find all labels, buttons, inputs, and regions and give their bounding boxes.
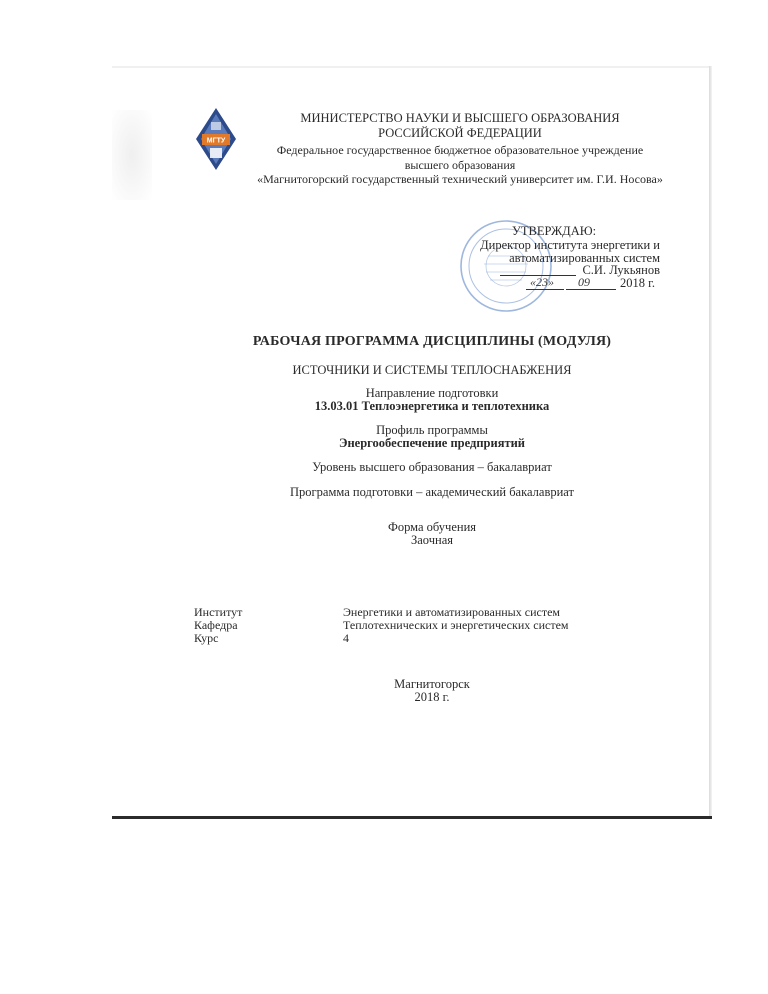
study-form-label: Форма обучения xyxy=(387,520,477,534)
approval-date-month: 09 xyxy=(578,275,590,289)
approval-date-day: «23» xyxy=(530,275,554,289)
date-month-line xyxy=(566,289,616,290)
footer-city: Магнитогорск xyxy=(394,677,470,691)
ministry-line-1: МИНИСТЕРСТВО НАУКИ И ВЫСШЕГО ОБРАЗОВАНИЯ xyxy=(300,111,620,125)
bottom-rule xyxy=(112,816,712,819)
document-title: РАБОЧАЯ ПРОГРАММА ДИСЦИПЛИНЫ (МОДУЛЯ) xyxy=(252,334,612,349)
approval-date-year: 2018 г. xyxy=(620,276,655,290)
approval-name: С.И. Лукьянов xyxy=(582,263,660,277)
study-form-value: Заочная xyxy=(410,533,453,547)
direction-value: 13.03.01 Теплоэнергетика и теплотехника xyxy=(314,399,550,413)
approval-position-2: автоматизированных систем xyxy=(509,251,660,265)
ministry-line-2: РОССИЙСКОЙ ФЕДЕРАЦИИ xyxy=(378,126,542,140)
date-day-line xyxy=(526,289,564,290)
approval-position-1: Директор института энергетики и xyxy=(480,238,660,252)
footer-year: 2018 г. xyxy=(414,690,450,704)
university-logo-icon xyxy=(196,108,236,170)
info-value-department: Теплотехнических и энергетических систем xyxy=(343,618,569,632)
approval-title: УТВЕРЖДАЮ: xyxy=(512,224,597,238)
education-level: Уровень высшего образования – бакалавриат xyxy=(312,460,552,474)
info-value-course: 4 xyxy=(343,631,349,645)
scan-smudge xyxy=(112,110,152,200)
info-value-institute: Энергетики и автоматизированных систем xyxy=(343,605,560,619)
institution-line-1: Федеральное государственное бюджетное образовательное учреждение xyxy=(276,143,644,157)
profile-label: Профиль программы xyxy=(376,423,488,437)
profile-value: Энергообеспечение предприятий xyxy=(338,436,526,450)
institution-line-2: высшего образования xyxy=(404,158,516,172)
program-type: Программа подготовки – академический бакалавриат xyxy=(290,485,574,499)
info-label-institute: Институт xyxy=(194,605,243,619)
direction-label: Направление подготовки xyxy=(365,386,499,400)
university-name: «Магнитогорский государственный технический университет им. Г.И. Носова» xyxy=(257,172,663,186)
info-label-department: Кафедра xyxy=(194,618,238,632)
logo-text: МГТУ xyxy=(206,137,226,145)
discipline-name: ИСТОЧНИКИ И СИСТЕМЫ ТЕПЛОСНАБЖЕНИЯ xyxy=(292,363,572,377)
info-label-course: Курс xyxy=(194,631,219,645)
page-top-edge xyxy=(112,66,712,68)
